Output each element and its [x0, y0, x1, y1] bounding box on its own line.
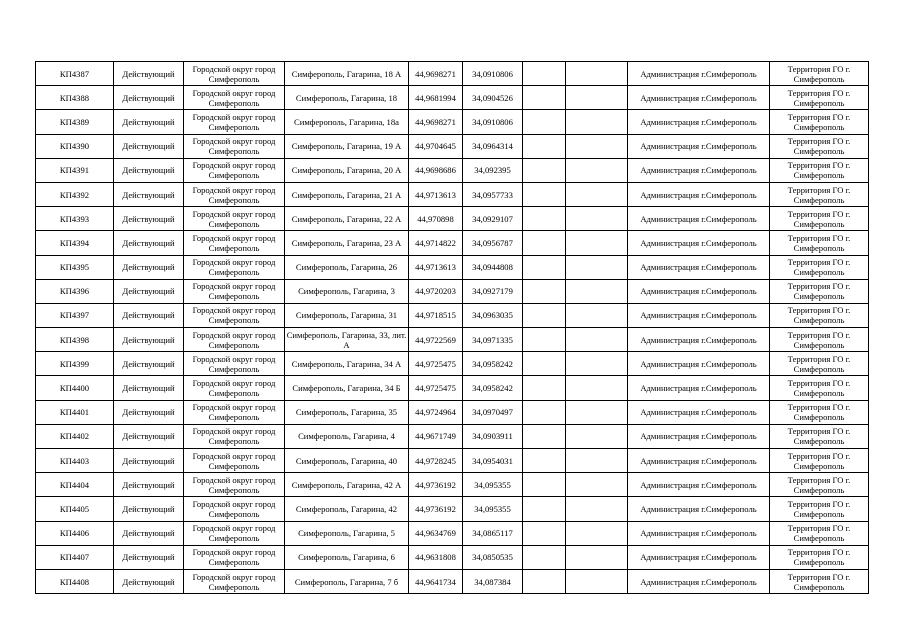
cell-district: Городской округ город Симферополь: [184, 545, 285, 569]
cell-address: Симферополь, Гагарина, 18а: [285, 110, 409, 134]
cell-owner: Администрация г.Симферополь: [628, 134, 770, 158]
cell-address: Симферополь, Гагарина, 22 А: [285, 207, 409, 231]
cell-empty: [566, 352, 628, 376]
cell-empty: [566, 207, 628, 231]
cell-status: Действующий: [114, 569, 184, 593]
cell-district: Городской округ город Симферополь: [184, 376, 285, 400]
cell-address: Симферополь, Гагарина, 18 А: [285, 62, 409, 86]
cell-district: Городской округ город Симферополь: [184, 134, 285, 158]
cell-address: Симферополь, Гагарина, 23 А: [285, 231, 409, 255]
cell-empty: [523, 473, 566, 497]
cell-district: Городской округ город Симферополь: [184, 473, 285, 497]
cell-district: Городской округ город Симферополь: [184, 110, 285, 134]
cell-longitude: 34,0929107: [463, 207, 523, 231]
cell-address: Симферополь, Гагарина, 20 А: [285, 158, 409, 182]
cell-district: Городской округ город Симферополь: [184, 449, 285, 473]
table-row: [36, 449, 869, 473]
cell-status: Действующий: [114, 473, 184, 497]
cell-address: Симферополь, Гагарина, 18: [285, 86, 409, 110]
cell-district: Городской округ город Симферополь: [184, 62, 285, 86]
table-row: [36, 158, 869, 182]
cell-empty: [566, 521, 628, 545]
cell-address: Симферополь, Гагарина, 5: [285, 521, 409, 545]
cell-empty: [523, 134, 566, 158]
cell-longitude: 34,0954031: [463, 449, 523, 473]
cell-id: КП4400: [36, 376, 114, 400]
cell-address: Симферополь, Гагарина, 34 А: [285, 352, 409, 376]
cell-latitude: 44,9713613: [409, 182, 463, 206]
table-row: [36, 328, 869, 352]
cell-owner: Администрация г.Симферополь: [628, 400, 770, 424]
cell-address: Симферополь, Гагарина, 33, лит. А: [285, 328, 409, 352]
cell-longitude: 34,095355: [463, 497, 523, 521]
cell-empty: [523, 400, 566, 424]
cell-territory: Территория ГО г. Симферополь: [770, 400, 869, 424]
cell-status: Действующий: [114, 521, 184, 545]
cell-owner: Администрация г.Симферополь: [628, 376, 770, 400]
cell-district: Городской округ город Симферополь: [184, 158, 285, 182]
cell-owner: Администрация г.Симферополь: [628, 158, 770, 182]
cell-district: Городской округ город Симферополь: [184, 303, 285, 327]
cell-address: Симферополь, Гагарина, 34 Б: [285, 376, 409, 400]
cell-longitude: 34,0850535: [463, 545, 523, 569]
cell-latitude: 44,9671749: [409, 424, 463, 448]
cell-territory: Территория ГО г. Симферополь: [770, 134, 869, 158]
cell-empty: [523, 182, 566, 206]
cell-empty: [566, 449, 628, 473]
cell-district: Городской округ город Симферополь: [184, 352, 285, 376]
table-row: [36, 182, 869, 206]
cell-district: Городской округ город Симферополь: [184, 182, 285, 206]
cell-empty: [523, 62, 566, 86]
cell-latitude: 44,9720203: [409, 279, 463, 303]
cell-territory: Территория ГО г. Симферополь: [770, 182, 869, 206]
cell-latitude: 44,9713613: [409, 255, 463, 279]
cell-latitude: 44,9698271: [409, 62, 463, 86]
table-row: [36, 569, 869, 593]
cell-territory: Территория ГО г. Симферополь: [770, 158, 869, 182]
cell-empty: [566, 569, 628, 593]
cell-empty: [523, 376, 566, 400]
cell-owner: Администрация г.Симферополь: [628, 352, 770, 376]
cell-territory: Территория ГО г. Симферополь: [770, 328, 869, 352]
cell-territory: Территория ГО г. Симферополь: [770, 545, 869, 569]
cell-longitude: 34,0957733: [463, 182, 523, 206]
cell-territory: Территория ГО г. Симферополь: [770, 62, 869, 86]
registry-body: [36, 62, 869, 594]
table-row: [36, 110, 869, 134]
cell-territory: Территория ГО г. Симферополь: [770, 569, 869, 593]
cell-empty: [523, 328, 566, 352]
cell-longitude: 34,0910806: [463, 110, 523, 134]
cell-empty: [566, 303, 628, 327]
cell-longitude: 34,087384: [463, 569, 523, 593]
table-row: [36, 376, 869, 400]
cell-empty: [523, 158, 566, 182]
cell-empty: [523, 231, 566, 255]
cell-territory: Территория ГО г. Симферополь: [770, 352, 869, 376]
cell-owner: Администрация г.Симферополь: [628, 303, 770, 327]
cell-empty: [566, 231, 628, 255]
table-row: [36, 255, 869, 279]
cell-id: КП4387: [36, 62, 114, 86]
cell-address: Симферополь, Гагарина, 4: [285, 424, 409, 448]
cell-address: Симферополь, Гагарина, 40: [285, 449, 409, 473]
table-row: [36, 545, 869, 569]
cell-empty: [566, 328, 628, 352]
cell-owner: Администрация г.Симферополь: [628, 86, 770, 110]
cell-status: Действующий: [114, 376, 184, 400]
cell-territory: Территория ГО г. Симферополь: [770, 255, 869, 279]
table-row: [36, 473, 869, 497]
cell-latitude: 44,9725475: [409, 376, 463, 400]
cell-empty: [566, 110, 628, 134]
cell-territory: Территория ГО г. Симферополь: [770, 207, 869, 231]
cell-empty: [523, 279, 566, 303]
cell-status: Действующий: [114, 400, 184, 424]
cell-id: КП4395: [36, 255, 114, 279]
cell-latitude: 44,9718515: [409, 303, 463, 327]
table-row: [36, 497, 869, 521]
cell-status: Действующий: [114, 328, 184, 352]
table-row: [36, 352, 869, 376]
cell-status: Действующий: [114, 497, 184, 521]
cell-empty: [523, 449, 566, 473]
cell-address: Симферополь, Гагарина, 21 А: [285, 182, 409, 206]
cell-status: Действующий: [114, 424, 184, 448]
cell-longitude: 34,0903911: [463, 424, 523, 448]
cell-id: КП4397: [36, 303, 114, 327]
cell-empty: [566, 545, 628, 569]
cell-empty: [566, 376, 628, 400]
cell-latitude: 44,9724964: [409, 400, 463, 424]
cell-territory: Территория ГО г. Симферополь: [770, 473, 869, 497]
cell-district: Городской округ город Симферополь: [184, 231, 285, 255]
cell-id: КП4407: [36, 545, 114, 569]
cell-district: Городской округ город Симферополь: [184, 424, 285, 448]
cell-owner: Администрация г.Симферополь: [628, 545, 770, 569]
cell-territory: Территория ГО г. Симферополь: [770, 376, 869, 400]
cell-owner: Администрация г.Симферополь: [628, 207, 770, 231]
cell-status: Действующий: [114, 207, 184, 231]
cell-longitude: 34,0944808: [463, 255, 523, 279]
cell-status: Действующий: [114, 279, 184, 303]
cell-latitude: 44,9728245: [409, 449, 463, 473]
table-row: [36, 86, 869, 110]
cell-id: КП4391: [36, 158, 114, 182]
cell-territory: Территория ГО г. Симферополь: [770, 231, 869, 255]
cell-longitude: 34,0904526: [463, 86, 523, 110]
cell-empty: [523, 255, 566, 279]
cell-owner: Администрация г.Симферополь: [628, 255, 770, 279]
table-row: [36, 62, 869, 86]
cell-owner: Администрация г.Симферополь: [628, 110, 770, 134]
cell-empty: [523, 207, 566, 231]
cell-latitude: 44,970898: [409, 207, 463, 231]
cell-address: Симферополь, Гагарина, 3: [285, 279, 409, 303]
cell-latitude: 44,9641734: [409, 569, 463, 593]
cell-territory: Территория ГО г. Симферополь: [770, 86, 869, 110]
cell-district: Городской округ город Симферополь: [184, 497, 285, 521]
cell-latitude: 44,9704645: [409, 134, 463, 158]
table-row: [36, 134, 869, 158]
cell-empty: [523, 497, 566, 521]
cell-district: Городской округ город Симферополь: [184, 400, 285, 424]
cell-status: Действующий: [114, 158, 184, 182]
cell-longitude: 34,0956787: [463, 231, 523, 255]
cell-territory: Территория ГО г. Симферополь: [770, 303, 869, 327]
cell-territory: Территория ГО г. Симферополь: [770, 110, 869, 134]
cell-empty: [523, 545, 566, 569]
cell-owner: Администрация г.Симферополь: [628, 569, 770, 593]
cell-status: Действующий: [114, 110, 184, 134]
cell-empty: [523, 352, 566, 376]
cell-latitude: 44,9736192: [409, 497, 463, 521]
cell-status: Действующий: [114, 303, 184, 327]
cell-status: Действующий: [114, 255, 184, 279]
cell-empty: [566, 400, 628, 424]
cell-territory: Территория ГО г. Симферополь: [770, 449, 869, 473]
cell-status: Действующий: [114, 62, 184, 86]
cell-district: Городской округ город Симферополь: [184, 255, 285, 279]
cell-status: Действующий: [114, 86, 184, 110]
cell-empty: [523, 110, 566, 134]
cell-district: Городской округ город Симферополь: [184, 328, 285, 352]
cell-empty: [523, 424, 566, 448]
cell-district: Городской округ город Симферополь: [184, 521, 285, 545]
table-row: [36, 400, 869, 424]
cell-empty: [566, 497, 628, 521]
cell-latitude: 44,9698686: [409, 158, 463, 182]
cell-empty: [523, 303, 566, 327]
cell-latitude: 44,9714822: [409, 231, 463, 255]
cell-empty: [566, 182, 628, 206]
cell-owner: Администрация г.Симферополь: [628, 279, 770, 303]
cell-id: КП4394: [36, 231, 114, 255]
registry-table: [35, 61, 869, 594]
cell-empty: [566, 473, 628, 497]
cell-empty: [566, 424, 628, 448]
cell-status: Действующий: [114, 231, 184, 255]
cell-status: Действующий: [114, 134, 184, 158]
cell-longitude: 34,0971335: [463, 328, 523, 352]
cell-owner: Администрация г.Симферополь: [628, 473, 770, 497]
cell-longitude: 34,095355: [463, 473, 523, 497]
cell-owner: Администрация г.Симферополь: [628, 449, 770, 473]
cell-empty: [566, 134, 628, 158]
cell-longitude: 34,0964314: [463, 134, 523, 158]
cell-latitude: 44,9631808: [409, 545, 463, 569]
cell-empty: [566, 86, 628, 110]
cell-empty: [566, 279, 628, 303]
cell-id: КП4401: [36, 400, 114, 424]
cell-longitude: 34,0910806: [463, 62, 523, 86]
cell-id: КП4404: [36, 473, 114, 497]
cell-empty: [523, 521, 566, 545]
cell-territory: Территория ГО г. Симферополь: [770, 497, 869, 521]
cell-owner: Администрация г.Симферополь: [628, 62, 770, 86]
cell-id: КП4388: [36, 86, 114, 110]
cell-id: КП4403: [36, 449, 114, 473]
cell-status: Действующий: [114, 449, 184, 473]
cell-empty: [523, 86, 566, 110]
cell-latitude: 44,9681994: [409, 86, 463, 110]
cell-id: КП4389: [36, 110, 114, 134]
cell-territory: Территория ГО г. Симферополь: [770, 279, 869, 303]
cell-district: Городской округ город Симферополь: [184, 207, 285, 231]
cell-address: Симферополь, Гагарина, 7 б: [285, 569, 409, 593]
cell-district: Городской округ город Симферополь: [184, 279, 285, 303]
cell-address: Симферополь, Гагарина, 35: [285, 400, 409, 424]
cell-owner: Администрация г.Симферополь: [628, 424, 770, 448]
cell-empty: [523, 569, 566, 593]
cell-id: КП4402: [36, 424, 114, 448]
cell-owner: Администрация г.Симферополь: [628, 182, 770, 206]
cell-id: КП4408: [36, 569, 114, 593]
cell-owner: Администрация г.Симферополь: [628, 521, 770, 545]
cell-district: Городской округ город Симферополь: [184, 569, 285, 593]
cell-id: КП4405: [36, 497, 114, 521]
cell-address: Симферополь, Гагарина, 19 А: [285, 134, 409, 158]
cell-status: Действующий: [114, 352, 184, 376]
cell-address: Симферополь, Гагарина, 42 А: [285, 473, 409, 497]
cell-longitude: 34,0958242: [463, 376, 523, 400]
table-row: [36, 424, 869, 448]
cell-owner: Администрация г.Симферополь: [628, 497, 770, 521]
cell-longitude: 34,0970497: [463, 400, 523, 424]
table-row: [36, 207, 869, 231]
cell-longitude: 34,092395: [463, 158, 523, 182]
cell-longitude: 34,0958242: [463, 352, 523, 376]
table-row: [36, 231, 869, 255]
cell-territory: Территория ГО г. Симферополь: [770, 521, 869, 545]
cell-status: Действующий: [114, 182, 184, 206]
cell-longitude: 34,0865117: [463, 521, 523, 545]
cell-id: КП4406: [36, 521, 114, 545]
cell-longitude: 34,0963035: [463, 303, 523, 327]
table-row: [36, 521, 869, 545]
cell-address: Симферополь, Гагарина, 42: [285, 497, 409, 521]
cell-status: Действующий: [114, 545, 184, 569]
cell-empty: [566, 255, 628, 279]
cell-latitude: 44,9722569: [409, 328, 463, 352]
table-row: [36, 303, 869, 327]
cell-empty: [566, 158, 628, 182]
cell-id: КП4399: [36, 352, 114, 376]
cell-owner: Администрация г.Симферополь: [628, 231, 770, 255]
cell-address: Симферополь, Гагарина, 31: [285, 303, 409, 327]
cell-latitude: 44,9736192: [409, 473, 463, 497]
table-row: [36, 279, 869, 303]
cell-address: Симферополь, Гагарина, 26: [285, 255, 409, 279]
cell-latitude: 44,9725475: [409, 352, 463, 376]
cell-id: КП4392: [36, 182, 114, 206]
cell-latitude: 44,9634769: [409, 521, 463, 545]
cell-owner: Администрация г.Симферополь: [628, 328, 770, 352]
cell-address: Симферополь, Гагарина, 6: [285, 545, 409, 569]
cell-empty: [566, 62, 628, 86]
cell-id: КП4390: [36, 134, 114, 158]
cell-latitude: 44,9698271: [409, 110, 463, 134]
cell-longitude: 34,0927179: [463, 279, 523, 303]
cell-id: КП4393: [36, 207, 114, 231]
cell-id: КП4396: [36, 279, 114, 303]
cell-district: Городской округ город Симферополь: [184, 86, 285, 110]
cell-territory: Территория ГО г. Симферополь: [770, 424, 869, 448]
cell-id: КП4398: [36, 328, 114, 352]
